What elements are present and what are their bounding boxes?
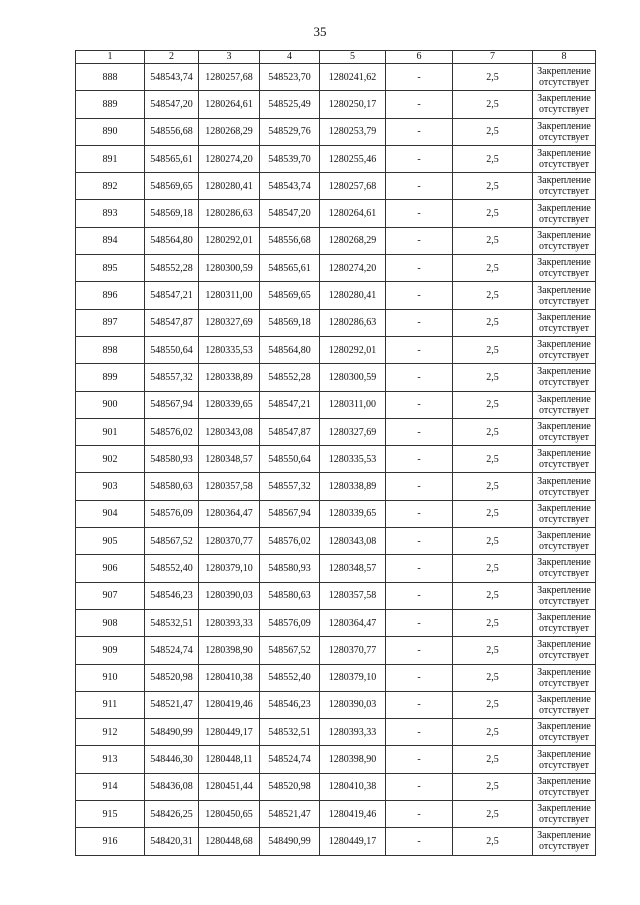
accuracy-value: 2,5 [453, 582, 533, 609]
x-coord-prev: 548576,09 [260, 609, 320, 636]
x-coord-prev: 548552,40 [260, 664, 320, 691]
table-row [76, 773, 596, 800]
x-coord: 548524,74 [145, 637, 199, 664]
note-cell: Закрепление отсутствует [533, 282, 596, 309]
dash-cell: - [386, 609, 453, 636]
y-coord: 1280280,41 [199, 173, 260, 200]
note-cell: Закрепление отсутствует [533, 555, 596, 582]
table-row [76, 200, 596, 227]
y-coord: 1280419,46 [199, 691, 260, 718]
point-number: 892 [76, 173, 145, 200]
note-cell: Закрепление отсутствует [533, 173, 596, 200]
accuracy-value: 2,5 [453, 473, 533, 500]
y-coord-prev: 1280393,33 [320, 719, 386, 746]
x-coord-prev: 548523,70 [260, 64, 320, 91]
dash-cell: - [386, 500, 453, 527]
y-coord: 1280448,11 [199, 746, 260, 773]
x-coord: 548556,68 [145, 118, 199, 145]
dash-cell: - [386, 118, 453, 145]
dash-cell: - [386, 555, 453, 582]
y-coord: 1280311,00 [199, 282, 260, 309]
x-coord: 548547,21 [145, 282, 199, 309]
dash-cell: - [386, 91, 453, 118]
y-coord-prev: 1280280,41 [320, 282, 386, 309]
x-coord-prev: 548569,65 [260, 282, 320, 309]
y-coord-prev: 1280300,59 [320, 364, 386, 391]
point-number: 897 [76, 309, 145, 336]
dash-cell: - [386, 145, 453, 172]
point-number: 895 [76, 255, 145, 282]
y-coord: 1280274,20 [199, 145, 260, 172]
point-number: 900 [76, 391, 145, 418]
accuracy-value: 2,5 [453, 336, 533, 363]
point-number: 908 [76, 609, 145, 636]
point-number: 906 [76, 555, 145, 582]
table-row [76, 145, 596, 172]
x-coord: 548565,61 [145, 145, 199, 172]
table-row [76, 691, 596, 718]
y-coord: 1280398,90 [199, 637, 260, 664]
dash-cell: - [386, 801, 453, 828]
column-header: 4 [260, 51, 320, 64]
note-cell: Закрепление отсутствует [533, 500, 596, 527]
coordinates-table [75, 50, 596, 856]
dash-cell: - [386, 309, 453, 336]
note-cell: Закрепление отсутствует [533, 637, 596, 664]
note-cell: Закрепление отсутствует [533, 664, 596, 691]
table-row [76, 664, 596, 691]
dash-cell: - [386, 364, 453, 391]
note-cell: Закрепление отсутствует [533, 336, 596, 363]
y-coord-prev: 1280348,57 [320, 555, 386, 582]
note-cell: Закрепление отсутствует [533, 118, 596, 145]
y-coord: 1280343,08 [199, 418, 260, 445]
point-number: 898 [76, 336, 145, 363]
point-number: 903 [76, 473, 145, 500]
x-coord: 548436,08 [145, 773, 199, 800]
dash-cell: - [386, 391, 453, 418]
y-coord: 1280335,53 [199, 336, 260, 363]
accuracy-value: 2,5 [453, 173, 533, 200]
dash-cell: - [386, 719, 453, 746]
x-coord: 548552,28 [145, 255, 199, 282]
y-coord: 1280451,44 [199, 773, 260, 800]
dash-cell: - [386, 227, 453, 254]
accuracy-value: 2,5 [453, 145, 533, 172]
table-row [76, 391, 596, 418]
y-coord-prev: 1280410,38 [320, 773, 386, 800]
column-header: 7 [453, 51, 533, 64]
header-row [76, 51, 596, 64]
point-number: 894 [76, 227, 145, 254]
y-coord-prev: 1280241,62 [320, 64, 386, 91]
point-number: 914 [76, 773, 145, 800]
table-row [76, 309, 596, 336]
point-number: 907 [76, 582, 145, 609]
y-coord-prev: 1280379,10 [320, 664, 386, 691]
table-row [76, 173, 596, 200]
note-cell: Закрепление отсутствует [533, 691, 596, 718]
column-header: 3 [199, 51, 260, 64]
table-row [76, 91, 596, 118]
x-coord: 548569,18 [145, 200, 199, 227]
note-cell: Закрепление отсутствует [533, 391, 596, 418]
point-number: 890 [76, 118, 145, 145]
x-coord-prev: 548569,18 [260, 309, 320, 336]
x-coord-prev: 548564,80 [260, 336, 320, 363]
table-row [76, 500, 596, 527]
table-row [76, 64, 596, 91]
accuracy-value: 2,5 [453, 309, 533, 336]
table-row [76, 336, 596, 363]
dash-cell: - [386, 282, 453, 309]
column-header: 6 [386, 51, 453, 64]
x-coord-prev: 548547,87 [260, 418, 320, 445]
x-coord: 548543,74 [145, 64, 199, 91]
table-row [76, 282, 596, 309]
y-coord-prev: 1280264,61 [320, 200, 386, 227]
y-coord-prev: 1280292,01 [320, 336, 386, 363]
y-coord: 1280339,65 [199, 391, 260, 418]
accuracy-value: 2,5 [453, 773, 533, 800]
dash-cell: - [386, 637, 453, 664]
point-number: 896 [76, 282, 145, 309]
dash-cell: - [386, 828, 453, 855]
x-coord-prev: 548567,94 [260, 500, 320, 527]
dash-cell: - [386, 336, 453, 363]
dash-cell: - [386, 200, 453, 227]
x-coord-prev: 548520,98 [260, 773, 320, 800]
y-coord-prev: 1280335,53 [320, 446, 386, 473]
point-number: 888 [76, 64, 145, 91]
note-cell: Закрепление отсутствует [533, 719, 596, 746]
y-coord-prev: 1280370,77 [320, 637, 386, 664]
x-coord-prev: 548532,51 [260, 719, 320, 746]
x-coord-prev: 548565,61 [260, 255, 320, 282]
y-coord-prev: 1280257,68 [320, 173, 386, 200]
table-row [76, 227, 596, 254]
y-coord-prev: 1280398,90 [320, 746, 386, 773]
x-coord-prev: 548525,49 [260, 91, 320, 118]
x-coord-prev: 548547,21 [260, 391, 320, 418]
accuracy-value: 2,5 [453, 364, 533, 391]
y-coord: 1280390,03 [199, 582, 260, 609]
table-row [76, 528, 596, 555]
dash-cell: - [386, 418, 453, 445]
y-coord: 1280327,69 [199, 309, 260, 336]
x-coord-prev: 548557,32 [260, 473, 320, 500]
x-coord-prev: 548524,74 [260, 746, 320, 773]
table-row [76, 801, 596, 828]
x-coord: 548550,64 [145, 336, 199, 363]
table-row [76, 118, 596, 145]
accuracy-value: 2,5 [453, 446, 533, 473]
accuracy-value: 2,5 [453, 418, 533, 445]
note-cell: Закрепление отсутствует [533, 582, 596, 609]
accuracy-value: 2,5 [453, 609, 533, 636]
x-coord-prev: 548521,47 [260, 801, 320, 828]
y-coord: 1280286,63 [199, 200, 260, 227]
x-coord: 548552,40 [145, 555, 199, 582]
note-cell: Закрепление отсутствует [533, 309, 596, 336]
x-coord: 548446,30 [145, 746, 199, 773]
y-coord: 1280348,57 [199, 446, 260, 473]
column-header: 1 [76, 51, 145, 64]
table-row [76, 637, 596, 664]
accuracy-value: 2,5 [453, 255, 533, 282]
accuracy-value: 2,5 [453, 691, 533, 718]
note-cell: Закрепление отсутствует [533, 473, 596, 500]
y-coord: 1280370,77 [199, 528, 260, 555]
y-coord-prev: 1280390,03 [320, 691, 386, 718]
y-coord: 1280268,29 [199, 118, 260, 145]
x-coord: 548546,23 [145, 582, 199, 609]
y-coord-prev: 1280286,63 [320, 309, 386, 336]
accuracy-value: 2,5 [453, 746, 533, 773]
point-number: 899 [76, 364, 145, 391]
accuracy-value: 2,5 [453, 500, 533, 527]
y-coord-prev: 1280449,17 [320, 828, 386, 855]
y-coord: 1280449,17 [199, 719, 260, 746]
point-number: 901 [76, 418, 145, 445]
point-number: 910 [76, 664, 145, 691]
table-row [76, 746, 596, 773]
accuracy-value: 2,5 [453, 528, 533, 555]
dash-cell: - [386, 773, 453, 800]
dash-cell: - [386, 746, 453, 773]
page-number: 35 [313, 24, 327, 39]
accuracy-value: 2,5 [453, 801, 533, 828]
table-row [76, 828, 596, 855]
y-coord: 1280292,01 [199, 227, 260, 254]
accuracy-value: 2,5 [453, 91, 533, 118]
y-coord-prev: 1280339,65 [320, 500, 386, 527]
x-coord: 548576,09 [145, 500, 199, 527]
dash-cell: - [386, 664, 453, 691]
x-coord: 548547,20 [145, 91, 199, 118]
point-number: 905 [76, 528, 145, 555]
y-coord: 1280410,38 [199, 664, 260, 691]
dash-cell: - [386, 173, 453, 200]
accuracy-value: 2,5 [453, 719, 533, 746]
column-header: 8 [533, 51, 596, 64]
x-coord: 548567,52 [145, 528, 199, 555]
x-coord: 548426,25 [145, 801, 199, 828]
point-number: 911 [76, 691, 145, 718]
y-coord-prev: 1280250,17 [320, 91, 386, 118]
point-number: 916 [76, 828, 145, 855]
y-coord: 1280364,47 [199, 500, 260, 527]
dash-cell: - [386, 691, 453, 718]
y-coord: 1280257,68 [199, 64, 260, 91]
y-coord: 1280338,89 [199, 364, 260, 391]
x-coord: 548564,80 [145, 227, 199, 254]
accuracy-value: 2,5 [453, 391, 533, 418]
y-coord-prev: 1280419,46 [320, 801, 386, 828]
x-coord-prev: 548567,52 [260, 637, 320, 664]
x-coord-prev: 548547,20 [260, 200, 320, 227]
x-coord: 548557,32 [145, 364, 199, 391]
x-coord-prev: 548576,02 [260, 528, 320, 555]
accuracy-value: 2,5 [453, 64, 533, 91]
y-coord-prev: 1280311,00 [320, 391, 386, 418]
table-row [76, 555, 596, 582]
note-cell: Закрепление отсутствует [533, 418, 596, 445]
point-number: 913 [76, 746, 145, 773]
dash-cell: - [386, 528, 453, 555]
table-row [76, 609, 596, 636]
dash-cell: - [386, 446, 453, 473]
x-coord: 548580,63 [145, 473, 199, 500]
y-coord-prev: 1280357,58 [320, 582, 386, 609]
dash-cell: - [386, 582, 453, 609]
x-coord-prev: 548550,64 [260, 446, 320, 473]
note-cell: Закрепление отсутствует [533, 255, 596, 282]
table-row [76, 719, 596, 746]
x-coord-prev: 548539,70 [260, 145, 320, 172]
x-coord-prev: 548546,23 [260, 691, 320, 718]
point-number: 909 [76, 637, 145, 664]
x-coord: 548490,99 [145, 719, 199, 746]
note-cell: Закрепление отсутствует [533, 227, 596, 254]
x-coord: 548420,31 [145, 828, 199, 855]
note-cell: Закрепление отсутствует [533, 801, 596, 828]
point-number: 915 [76, 801, 145, 828]
dash-cell: - [386, 473, 453, 500]
x-coord-prev: 548552,28 [260, 364, 320, 391]
dash-cell: - [386, 64, 453, 91]
x-coord: 548580,93 [145, 446, 199, 473]
y-coord-prev: 1280364,47 [320, 609, 386, 636]
table-row [76, 446, 596, 473]
x-coord: 548532,51 [145, 609, 199, 636]
table-row [76, 364, 596, 391]
note-cell: Закрепление отсутствует [533, 145, 596, 172]
accuracy-value: 2,5 [453, 637, 533, 664]
x-coord-prev: 548490,99 [260, 828, 320, 855]
accuracy-value: 2,5 [453, 118, 533, 145]
table-row [76, 418, 596, 445]
note-cell: Закрепление отсутствует [533, 828, 596, 855]
table-body [76, 64, 596, 856]
y-coord-prev: 1280338,89 [320, 473, 386, 500]
column-header: 2 [145, 51, 199, 64]
note-cell: Закрепление отсутствует [533, 200, 596, 227]
point-number: 891 [76, 145, 145, 172]
y-coord: 1280357,58 [199, 473, 260, 500]
note-cell: Закрепление отсутствует [533, 64, 596, 91]
y-coord-prev: 1280343,08 [320, 528, 386, 555]
accuracy-value: 2,5 [453, 555, 533, 582]
accuracy-value: 2,5 [453, 828, 533, 855]
y-coord-prev: 1280255,46 [320, 145, 386, 172]
note-cell: Закрепление отсутствует [533, 364, 596, 391]
point-number: 902 [76, 446, 145, 473]
y-coord-prev: 1280253,79 [320, 118, 386, 145]
table-row [76, 255, 596, 282]
column-header: 5 [320, 51, 386, 64]
table-row [76, 473, 596, 500]
x-coord-prev: 548556,68 [260, 227, 320, 254]
point-number: 912 [76, 719, 145, 746]
y-coord: 1280379,10 [199, 555, 260, 582]
x-coord: 548567,94 [145, 391, 199, 418]
note-cell: Закрепление отсутствует [533, 528, 596, 555]
y-coord: 1280300,59 [199, 255, 260, 282]
y-coord: 1280264,61 [199, 91, 260, 118]
accuracy-value: 2,5 [453, 227, 533, 254]
y-coord: 1280450,65 [199, 801, 260, 828]
x-coord-prev: 548580,63 [260, 582, 320, 609]
x-coord: 548569,65 [145, 173, 199, 200]
point-number: 904 [76, 500, 145, 527]
x-coord-prev: 548529,76 [260, 118, 320, 145]
y-coord-prev: 1280268,29 [320, 227, 386, 254]
x-coord-prev: 548543,74 [260, 173, 320, 200]
x-coord: 548576,02 [145, 418, 199, 445]
accuracy-value: 2,5 [453, 200, 533, 227]
x-coord: 548547,87 [145, 309, 199, 336]
note-cell: Закрепление отсутствует [533, 746, 596, 773]
y-coord: 1280393,33 [199, 609, 260, 636]
note-cell: Закрепление отсутствует [533, 773, 596, 800]
y-coord: 1280448,68 [199, 828, 260, 855]
accuracy-value: 2,5 [453, 282, 533, 309]
note-cell: Закрепление отсутствует [533, 609, 596, 636]
x-coord-prev: 548580,93 [260, 555, 320, 582]
y-coord-prev: 1280274,20 [320, 255, 386, 282]
point-number: 893 [76, 200, 145, 227]
x-coord: 548521,47 [145, 691, 199, 718]
note-cell: Закрепление отсутствует [533, 446, 596, 473]
table-row [76, 582, 596, 609]
y-coord-prev: 1280327,69 [320, 418, 386, 445]
point-number: 889 [76, 91, 145, 118]
note-cell: Закрепление отсутствует [533, 91, 596, 118]
x-coord: 548520,98 [145, 664, 199, 691]
accuracy-value: 2,5 [453, 664, 533, 691]
dash-cell: - [386, 255, 453, 282]
